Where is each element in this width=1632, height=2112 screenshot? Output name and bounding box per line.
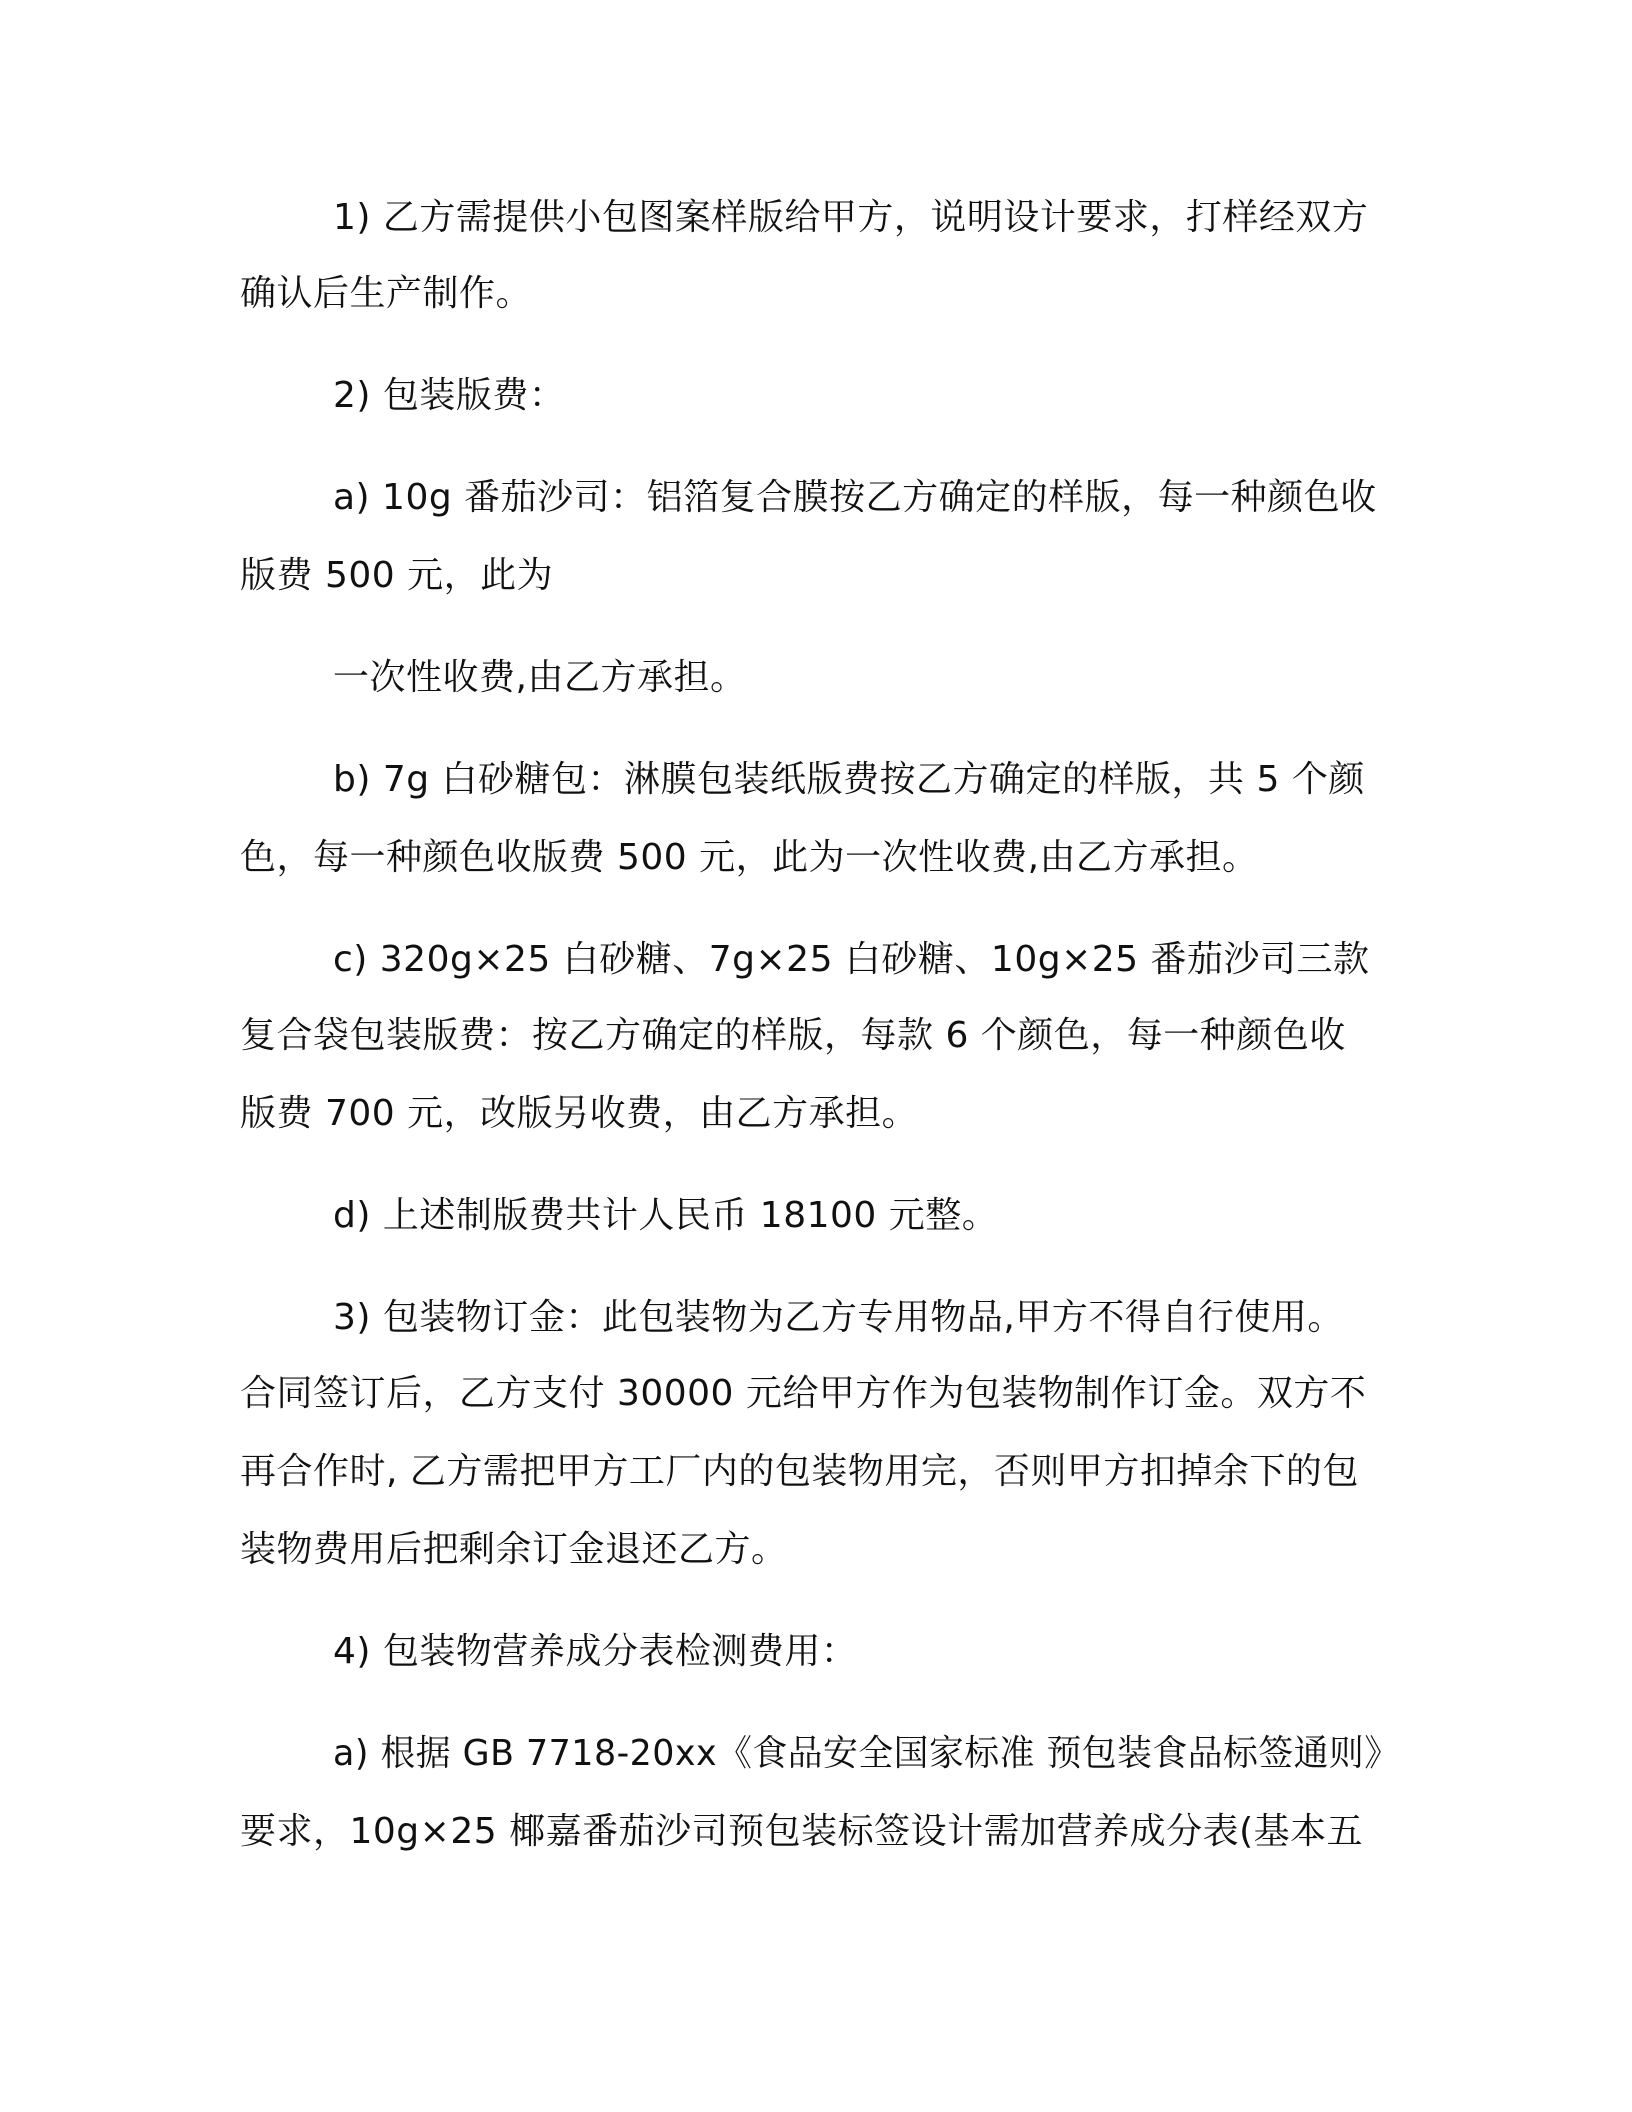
text-line: 3) 包装物订金：此包装物为乙方专用物品,甲方不得自行使用。 [333, 1297, 1344, 1338]
text-line: 色，每一种颜色收版费 500 元，此为一次性收费,由乙方承担。 [240, 837, 1259, 878]
text-line: 2) 包装版费： [333, 375, 566, 416]
text-line: c) 320g×25 白砂糖、7g×25 白砂糖、10g×25 番茄沙司三款 [333, 939, 1370, 980]
text-line: 1) 乙方需提供小包图案样版给甲方，说明设计要求，打样经双方 [333, 197, 1369, 238]
text-line: 再合作时, 乙方需把甲方工厂内的包装物用完，否则甲方扣掉余下的包 [240, 1451, 1359, 1492]
text-line: 确认后生产制作。 [240, 273, 533, 314]
text-line: 版费 500 元，此为 [240, 555, 554, 596]
text-line: b) 7g 白砂糖包：淋膜包装纸版费按乙方确定的样版，共 5 个颜 [333, 759, 1365, 800]
text-line: a) 10g 番茄沙司：铝箔复合膜按乙方确定的样版，每一种颜色收 [333, 477, 1377, 518]
text-line: 4) 包装物营养成分表检测费用： [333, 1631, 858, 1672]
text-line: 合同签订后，乙方支付 30000 元给甲方作为包装物制作订金。双方不 [240, 1373, 1367, 1414]
text-line: d) 上述制版费共计人民币 18100 元整。 [333, 1195, 999, 1236]
text-line: a) 根据 GB 7718-20xx《食品安全国家标准 预包装食品标签通则》 [333, 1733, 1400, 1774]
text-line: 要求，10g×25 椰嘉番茄沙司预包装标签设计需加营养成分表(基本五 [240, 1811, 1364, 1852]
text-line: 版费 700 元，改版另收费，由乙方承担。 [240, 1093, 919, 1134]
text-line: 一次性收费,由乙方承担。 [333, 657, 747, 698]
text-line: 装物费用后把剩余订金退还乙方。 [240, 1529, 788, 1570]
text-line: 复合袋包装版费：按乙方确定的样版，每款 6 个颜色，每一种颜色收 [240, 1015, 1346, 1056]
